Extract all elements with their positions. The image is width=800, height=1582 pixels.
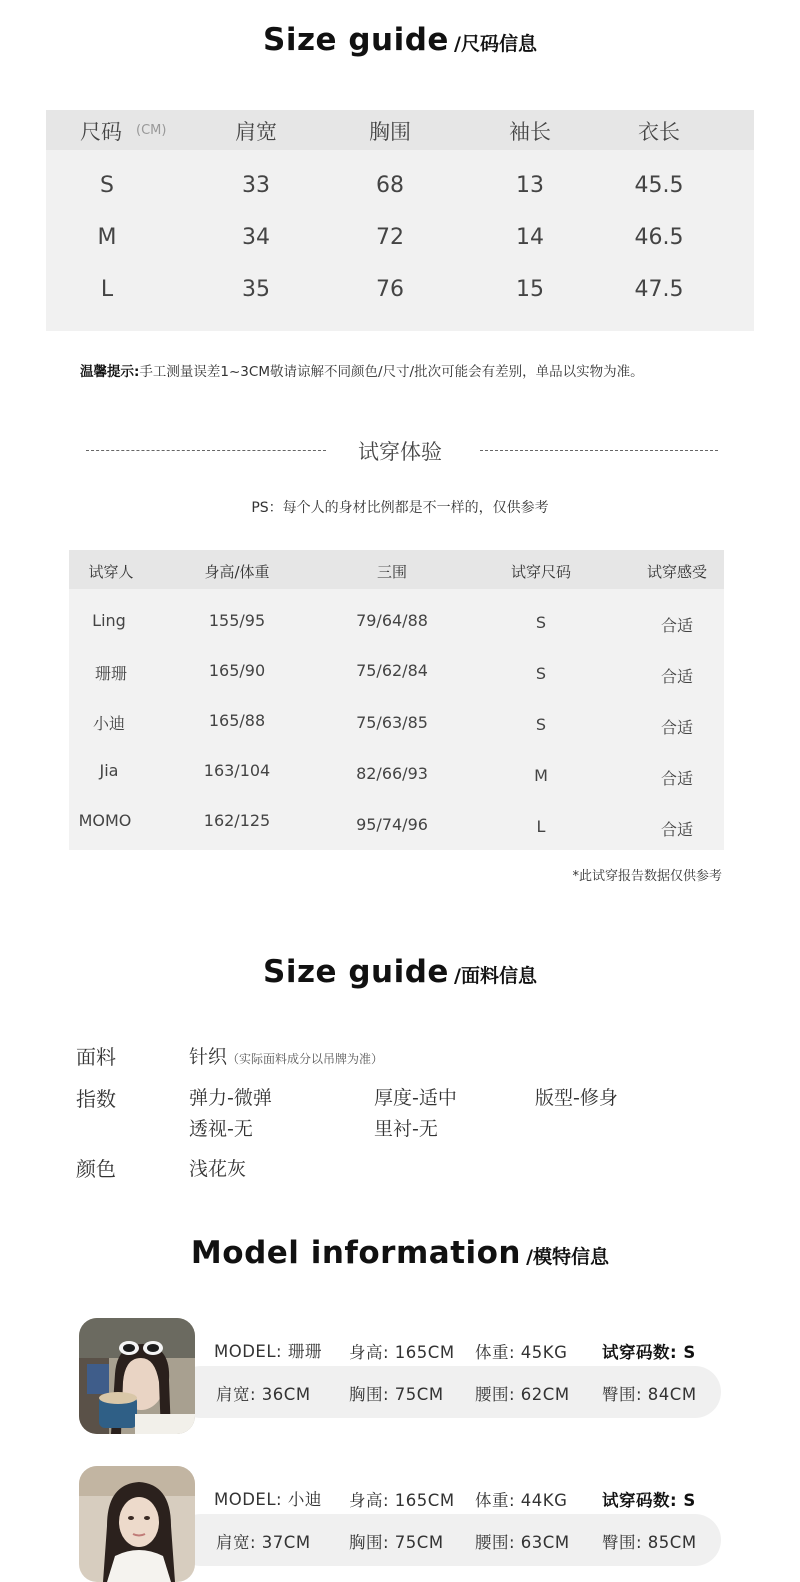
try-row-4-size: M — [534, 766, 548, 785]
size-tip-text: 手工测量误差1~3CM敬请谅解不同颜色/尺寸/批次可能会有差别，单品以实物为准。 — [139, 364, 644, 380]
model-2-weight: 体重: 44KG — [475, 1491, 568, 1510]
size-header-unit: (CM) — [136, 123, 167, 138]
index-fit: 版型-修身 — [535, 1087, 618, 1109]
divider-left — [86, 450, 326, 451]
fabric-title: Size guide — [263, 954, 449, 990]
color-value: 浅花灰 — [189, 1158, 247, 1180]
fabric-heading — [0, 954, 800, 990]
try-row-3-feel: 合适 — [660, 718, 693, 737]
size-header-sleeve: 袖长 — [509, 120, 551, 144]
size-row-l-shoulder: 35 — [242, 277, 270, 302]
size-header-chest: 胸围 — [369, 120, 411, 144]
size-row-s-size: S — [100, 173, 114, 198]
size-row-s-shoulder: 33 — [242, 173, 270, 198]
try-ps-note: PS：每个人的身材比例都是不一样的，仅供参考 — [251, 500, 549, 516]
size-row-s-length: 45.5 — [634, 173, 684, 198]
model-1-hip: 臀围: 84CM — [602, 1385, 697, 1404]
model-1-weight: 体重: 45KG — [475, 1343, 568, 1362]
size-row-s-sleeve: 13 — [516, 173, 544, 198]
try-row-2-feel: 合适 — [660, 667, 693, 686]
index-elasticity: 弹力-微弹 — [189, 1087, 272, 1109]
model-2-photo-art — [79, 1466, 195, 1582]
size-header-shoulder: 肩宽 — [235, 120, 277, 144]
size-row-m-length: 46.5 — [634, 225, 684, 250]
model-1-chest: 胸围: 75CM — [349, 1385, 444, 1404]
size-row-l-size: L — [100, 277, 114, 302]
index-label: 指数 — [76, 1087, 116, 1111]
model-heading — [0, 1235, 800, 1271]
try-row-1-feel: 合适 — [660, 616, 693, 635]
size-tip — [80, 360, 644, 380]
model-2-name: MODEL: 小迪 — [214, 1490, 322, 1509]
fabric-note: （实际面料成分以吊牌为准） — [227, 1052, 384, 1066]
try-row-1-meas: 79/64/88 — [356, 611, 428, 630]
model-1-waist: 腰围: 62CM — [475, 1385, 570, 1404]
size-row-m-size: M — [97, 225, 117, 250]
try-row-4-meas: 82/66/93 — [356, 764, 428, 783]
color-label: 颜色 — [76, 1157, 116, 1181]
model-2-height: 身高: 165CM — [349, 1491, 455, 1510]
size-row-m-sleeve: 14 — [516, 225, 544, 250]
model-1-shoulder: 肩宽: 36CM — [216, 1385, 311, 1404]
try-row-1-person: Ling — [92, 611, 126, 630]
try-header-size: 试穿尺码 — [510, 563, 571, 581]
model-title: Model information — [190, 1235, 522, 1271]
size-row-l-chest: 76 — [376, 277, 404, 302]
size-row-s-chest: 68 — [376, 173, 404, 198]
model-card-2 — [79, 1466, 721, 1552]
try-row-3-size: S — [535, 715, 547, 734]
try-row-2-person: 珊珊 — [94, 664, 127, 683]
try-header-feeling: 试穿感受 — [646, 563, 707, 581]
fabric-label: 面料 — [76, 1045, 116, 1069]
try-row-5-feel: 合适 — [660, 820, 693, 839]
size-header-length: 衣长 — [638, 120, 680, 144]
try-row-3-meas: 75/63/85 — [356, 713, 428, 732]
size-tip-label: 温馨提示: — [80, 364, 140, 380]
try-header-measurements: 三围 — [376, 563, 407, 581]
try-row-2-hw: 165/90 — [208, 661, 266, 680]
size-row-l-sleeve: 15 — [516, 277, 544, 302]
model-2-size: 试穿码数: S — [602, 1491, 696, 1510]
try-row-5-hw: 162/125 — [203, 811, 271, 830]
try-row-5-meas: 95/74/96 — [356, 815, 428, 834]
model-1-photo — [79, 1318, 195, 1434]
model-1-size: 试穿码数: S — [602, 1343, 696, 1362]
try-row-2-meas: 75/62/84 — [356, 661, 428, 680]
try-row-4-person: Jia — [99, 761, 119, 780]
try-header-person: 试穿人 — [88, 563, 134, 581]
model-2-shoulder: 肩宽: 37CM — [216, 1533, 311, 1552]
model-subtitle: /模特信息 — [526, 1246, 610, 1268]
size-row-m-chest: 72 — [376, 225, 404, 250]
try-header-height-weight: 身高/体重 — [204, 563, 270, 581]
model-card-1 — [79, 1318, 721, 1436]
index-lining: 里衬-无 — [374, 1118, 438, 1140]
index-thickness: 厚度-适中 — [374, 1087, 457, 1109]
size-row-l-length: 47.5 — [634, 277, 684, 302]
try-row-3-hw: 165/88 — [208, 711, 266, 730]
size-guide-heading — [0, 22, 800, 58]
model-1-name: MODEL: 珊珊 — [214, 1342, 322, 1361]
fabric-value — [189, 1042, 383, 1069]
index-sheerness: 透视-无 — [189, 1118, 253, 1140]
divider-right — [480, 450, 718, 451]
try-section-title: 试穿体验 — [358, 440, 442, 464]
try-report-note: *此试穿报告数据仅供参考 — [572, 869, 722, 884]
try-row-4-hw: 163/104 — [203, 761, 271, 780]
try-row-4-feel: 合适 — [660, 769, 693, 788]
try-row-1-hw: 155/95 — [208, 611, 266, 630]
try-row-1-size: S — [535, 613, 547, 632]
fabric-material: 针织 — [189, 1046, 228, 1068]
try-row-3-person: 小迪 — [92, 714, 125, 733]
model-2-chest: 胸围: 75CM — [349, 1533, 444, 1552]
model-1-photo-art — [79, 1318, 195, 1434]
size-guide-subtitle: /尺码信息 — [454, 33, 537, 55]
model-1-height: 身高: 165CM — [349, 1343, 455, 1362]
model-2-photo — [79, 1466, 195, 1582]
fabric-subtitle: /面料信息 — [454, 965, 537, 987]
size-header-size: 尺码 — [80, 120, 122, 144]
try-row-2-size: S — [535, 664, 547, 683]
size-row-m-shoulder: 34 — [242, 225, 270, 250]
model-2-hip: 臀围: 85CM — [602, 1533, 697, 1552]
model-2-waist: 腰围: 63CM — [475, 1533, 570, 1552]
size-guide-title: Size guide — [263, 22, 449, 58]
try-row-5-person: MOMO — [78, 811, 132, 830]
try-row-5-size: L — [536, 817, 546, 836]
try-table — [69, 550, 724, 850]
